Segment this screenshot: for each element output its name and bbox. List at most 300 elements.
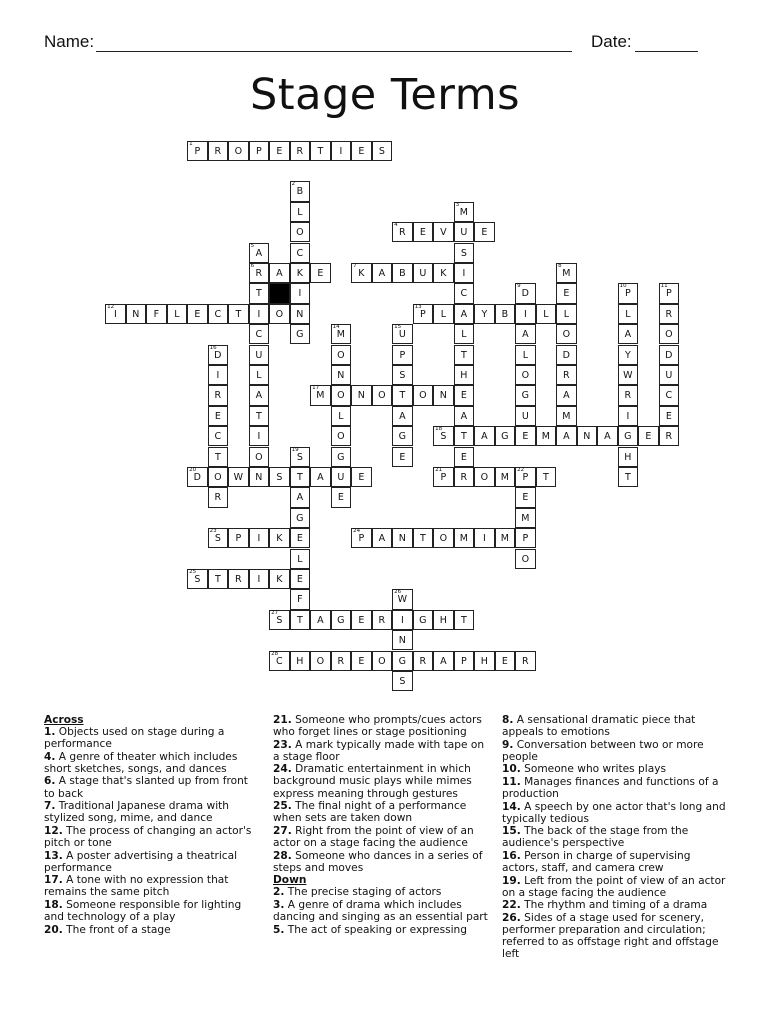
grid-cell[interactable] xyxy=(659,426,680,446)
grid-cell[interactable] xyxy=(618,426,639,446)
grid-cell[interactable] xyxy=(228,569,249,589)
grid-cell[interactable] xyxy=(310,467,331,487)
cell-letter: E xyxy=(399,451,406,463)
grid-cell[interactable] xyxy=(331,141,352,161)
cell-letter: N xyxy=(583,431,591,443)
grid-cell[interactable] xyxy=(249,447,270,467)
grid-cell[interactable] xyxy=(556,365,577,385)
grid-cell[interactable] xyxy=(290,467,311,487)
grid-cell[interactable] xyxy=(556,324,577,344)
clue-number: 20. xyxy=(44,923,63,936)
cell-letter: A xyxy=(563,431,570,443)
grid-cell[interactable] xyxy=(290,487,311,507)
grid-cell[interactable] xyxy=(454,243,475,263)
cell-letter: A xyxy=(378,533,386,545)
cell-number: 4 xyxy=(394,222,398,229)
grid-cell[interactable] xyxy=(290,243,311,263)
grid-cell[interactable] xyxy=(249,385,270,405)
grid-cell[interactable] xyxy=(495,528,516,548)
grid-cell[interactable] xyxy=(515,365,536,385)
cell-letter: E xyxy=(276,145,283,157)
cell-letter: M xyxy=(459,533,468,545)
clue-text: A tone with no expression that remains the same pitch xyxy=(44,874,229,899)
grid-cell[interactable] xyxy=(208,487,229,507)
grid-cell[interactable] xyxy=(269,141,290,161)
grid-cell[interactable] xyxy=(618,345,639,365)
clue-item xyxy=(273,800,489,824)
grid-cell[interactable] xyxy=(536,304,557,324)
grid-cell[interactable] xyxy=(249,528,270,548)
cell-letter: A xyxy=(481,431,488,443)
grid-cell[interactable] xyxy=(228,141,249,161)
cell-letter: O xyxy=(337,390,345,402)
grid-cell[interactable] xyxy=(392,671,413,691)
grid-cell[interactable] xyxy=(228,528,249,548)
grid-cell[interactable] xyxy=(310,610,331,630)
cell-letter: L xyxy=(338,410,344,422)
cell-letter: O xyxy=(296,227,304,239)
grid-cell[interactable] xyxy=(290,181,311,201)
grid-cell[interactable] xyxy=(208,447,229,467)
grid-cell[interactable] xyxy=(515,651,536,671)
cell-letter: L xyxy=(563,308,569,320)
cell-letter: E xyxy=(522,431,529,443)
grid-cell[interactable] xyxy=(618,385,639,405)
grid-cell[interactable] xyxy=(331,324,352,344)
grid-cell[interactable] xyxy=(659,365,680,385)
grid-cell[interactable] xyxy=(474,304,495,324)
grid-cell[interactable] xyxy=(433,426,454,446)
grid-cell[interactable] xyxy=(208,528,229,548)
cell-letter: R xyxy=(399,227,406,239)
grid-cell[interactable] xyxy=(290,610,311,630)
cell-letter: E xyxy=(460,451,467,463)
grid-cell[interactable] xyxy=(454,426,475,446)
grid-cell[interactable] xyxy=(597,426,618,446)
grid-cell[interactable] xyxy=(413,222,434,242)
grid-cell[interactable] xyxy=(515,304,536,324)
grid-cell[interactable] xyxy=(618,406,639,426)
cell-letter: I xyxy=(523,308,527,320)
clue-text: Someone who writes plays xyxy=(524,763,666,776)
grid-cell[interactable] xyxy=(249,569,270,589)
grid-cell[interactable] xyxy=(290,651,311,671)
grid-cell[interactable] xyxy=(454,283,475,303)
grid-cell[interactable] xyxy=(269,263,290,283)
grid-cell[interactable] xyxy=(187,569,208,589)
grid-cell[interactable] xyxy=(331,345,352,365)
grid-cell[interactable] xyxy=(290,283,311,303)
grid-cell[interactable] xyxy=(187,141,208,161)
grid-cell[interactable] xyxy=(454,222,475,242)
cell-letter: R xyxy=(378,614,386,626)
grid-cell[interactable] xyxy=(433,651,454,671)
grid-cell[interactable] xyxy=(556,283,577,303)
grid-cell[interactable] xyxy=(331,610,352,630)
grid-cell[interactable] xyxy=(290,549,311,569)
name-label: Name: xyxy=(44,32,95,51)
grid-cell[interactable] xyxy=(269,569,290,589)
grid-cell[interactable] xyxy=(167,304,188,324)
cell-letter: P xyxy=(194,145,201,157)
grid-cell[interactable] xyxy=(454,345,475,365)
cell-number: 7 xyxy=(353,262,357,269)
grid-cell[interactable] xyxy=(331,365,352,385)
grid-cell[interactable] xyxy=(208,406,229,426)
clue-number: 15. xyxy=(502,825,521,838)
cell-letter: N xyxy=(296,308,304,320)
grid-cell[interactable] xyxy=(290,263,311,283)
grid-cell[interactable] xyxy=(474,467,495,487)
grid-cell[interactable] xyxy=(556,406,577,426)
cell-letter: U xyxy=(255,349,263,361)
grid-cell[interactable] xyxy=(310,141,331,161)
cell-letter: S xyxy=(460,247,467,259)
cell-letter: I xyxy=(257,308,261,320)
page-title: Stage Terms xyxy=(249,70,521,120)
grid-cell[interactable] xyxy=(249,324,270,344)
cell-letter: W xyxy=(233,471,244,483)
grid-cell[interactable] xyxy=(310,385,331,405)
grid-cell[interactable] xyxy=(372,651,393,671)
cell-letter: D xyxy=(214,349,222,361)
grid-cell[interactable] xyxy=(372,610,393,630)
cell-letter: G xyxy=(521,390,530,402)
cell-letter: M xyxy=(500,533,509,545)
grid-cell[interactable] xyxy=(392,365,413,385)
grid-cell[interactable] xyxy=(433,222,454,242)
cell-letter: E xyxy=(665,410,672,422)
grid-cell[interactable] xyxy=(454,610,475,630)
cell-number: 6 xyxy=(250,262,255,269)
grid-cell[interactable] xyxy=(351,528,372,548)
grid-cell[interactable] xyxy=(556,263,577,283)
grid-cell[interactable] xyxy=(331,385,352,405)
grid-cell[interactable] xyxy=(454,365,475,385)
grid-cell[interactable] xyxy=(413,385,434,405)
grid-cell[interactable] xyxy=(372,263,393,283)
grid-cell[interactable] xyxy=(269,528,290,548)
cell-letter: I xyxy=(216,369,220,381)
clue-text: A mark typically made with tape on a stage floor xyxy=(273,738,485,763)
cell-letter: U xyxy=(337,471,345,483)
clue-number: 3. xyxy=(273,898,285,911)
grid-cell[interactable] xyxy=(536,467,557,487)
grid-cell[interactable] xyxy=(208,569,229,589)
grid-cell[interactable] xyxy=(269,304,290,324)
grid-cell[interactable] xyxy=(515,385,536,405)
cell-letter: O xyxy=(521,553,530,565)
grid-cell[interactable] xyxy=(249,243,270,263)
cell-number: 9 xyxy=(517,283,521,290)
cell-letter: I xyxy=(400,614,404,626)
grid-cell[interactable] xyxy=(474,426,495,446)
grid-cell[interactable] xyxy=(392,324,413,344)
grid-cell[interactable] xyxy=(228,304,249,324)
cell-letter: M xyxy=(316,390,325,402)
grid-cell[interactable] xyxy=(433,528,454,548)
grid-cell[interactable] xyxy=(187,304,208,324)
grid-cell[interactable] xyxy=(536,426,557,446)
grid-cell[interactable] xyxy=(208,141,229,161)
grid-cell[interactable] xyxy=(659,385,680,405)
cell-letter: I xyxy=(257,533,261,545)
grid-cell[interactable] xyxy=(515,345,536,365)
grid-cell[interactable] xyxy=(392,651,413,671)
grid-cell[interactable] xyxy=(310,263,331,283)
grid-cell[interactable] xyxy=(331,467,352,487)
cell-letter: H xyxy=(296,655,304,667)
grid-cell[interactable] xyxy=(474,651,495,671)
grid-cell[interactable] xyxy=(290,141,311,161)
grid-cell[interactable] xyxy=(290,222,311,242)
grid-cell[interactable] xyxy=(515,426,536,446)
grid-cell[interactable] xyxy=(659,345,680,365)
grid-cell[interactable] xyxy=(208,426,229,446)
grid-cell[interactable] xyxy=(392,222,413,242)
grid-cell[interactable] xyxy=(372,141,393,161)
grid-cell[interactable] xyxy=(146,304,167,324)
grid-cell[interactable] xyxy=(392,345,413,365)
cell-letter: M xyxy=(459,206,468,218)
grid-cell[interactable] xyxy=(249,365,270,385)
grid-cell[interactable] xyxy=(208,467,229,487)
grid-cell[interactable] xyxy=(474,528,495,548)
clue-item xyxy=(502,763,726,775)
cell-letter: L xyxy=(522,349,528,361)
cell-letter: L xyxy=(174,308,180,320)
grid-cell[interactable] xyxy=(413,610,434,630)
cell-letter: R xyxy=(214,390,222,402)
grid-cell[interactable] xyxy=(351,263,372,283)
clue-number: 16. xyxy=(502,850,521,863)
cell-letter: O xyxy=(234,145,243,157)
grid-cell[interactable] xyxy=(392,630,413,650)
grid-cell[interactable] xyxy=(351,610,372,630)
grid-cell[interactable] xyxy=(290,589,311,609)
grid-cell[interactable] xyxy=(392,385,413,405)
grid-cell[interactable] xyxy=(618,447,639,467)
grid-cell[interactable] xyxy=(454,406,475,426)
grid-cell[interactable] xyxy=(515,324,536,344)
cell-letter: H xyxy=(480,655,488,667)
grid-cell[interactable] xyxy=(208,365,229,385)
grid-cell[interactable] xyxy=(413,304,434,324)
date-label: Date: xyxy=(591,32,632,51)
cell-letter: L xyxy=(297,206,303,218)
clue-text: The process of changing an actor's pitch or tone xyxy=(44,824,252,849)
grid-cell[interactable] xyxy=(331,487,352,507)
grid-cell[interactable] xyxy=(392,263,413,283)
grid-cell[interactable] xyxy=(556,385,577,405)
grid-cell[interactable] xyxy=(495,304,516,324)
grid-cell[interactable] xyxy=(433,467,454,487)
grid-cell[interactable] xyxy=(269,467,290,487)
grid-cell[interactable] xyxy=(331,651,352,671)
grid-cell[interactable] xyxy=(392,406,413,426)
grid-cell[interactable] xyxy=(208,385,229,405)
cell-letter: U xyxy=(665,369,673,381)
cell-letter: H xyxy=(624,451,632,463)
clue-item xyxy=(502,875,726,899)
grid-cell[interactable] xyxy=(659,283,680,303)
cell-letter: M xyxy=(562,410,571,422)
clue-text: Traditional Japanese drama with stylized song, mime, and dance xyxy=(44,800,229,825)
grid-cell[interactable] xyxy=(454,304,475,324)
grid-cell[interactable] xyxy=(618,365,639,385)
grid-cell[interactable] xyxy=(392,447,413,467)
grid-cell[interactable] xyxy=(454,324,475,344)
cell-number: 5 xyxy=(250,242,255,249)
grid-cell[interactable] xyxy=(269,651,290,671)
grid-cell[interactable] xyxy=(515,467,536,487)
grid-cell[interactable] xyxy=(454,202,475,222)
cell-letter: M xyxy=(541,431,550,443)
clue-number: 8. xyxy=(502,714,514,726)
grid-cell[interactable] xyxy=(515,508,536,528)
grid-cell[interactable] xyxy=(659,406,680,426)
clue-number: 26. xyxy=(502,912,521,924)
grid-cell[interactable] xyxy=(331,447,352,467)
cell-letter: E xyxy=(317,267,324,279)
grid-cell[interactable] xyxy=(249,426,270,446)
grid-cell[interactable] xyxy=(515,528,536,548)
cell-letter: T xyxy=(460,349,467,361)
cell-letter: U xyxy=(521,410,529,422)
cell-letter: T xyxy=(542,471,549,483)
cell-letter: M xyxy=(500,471,509,483)
cell-letter: A xyxy=(460,410,468,422)
clue-item xyxy=(273,825,489,849)
grid-cell[interactable] xyxy=(495,467,516,487)
grid-cell[interactable] xyxy=(351,467,372,487)
grid-cell[interactable] xyxy=(249,467,270,487)
grid-cell[interactable] xyxy=(228,467,249,487)
grid-cell[interactable] xyxy=(413,651,434,671)
grid-cell[interactable] xyxy=(515,549,536,569)
grid-cell[interactable] xyxy=(290,202,311,222)
cell-letter: G xyxy=(398,431,407,443)
grid-cell[interactable] xyxy=(372,528,393,548)
grid-cell[interactable] xyxy=(208,345,229,365)
grid-cell[interactable] xyxy=(290,324,311,344)
grid-cell[interactable] xyxy=(187,467,208,487)
cell-letter: E xyxy=(358,471,365,483)
clue-section-heading: Down xyxy=(273,874,307,887)
cell-letter: A xyxy=(399,410,406,422)
grid-cell[interactable] xyxy=(249,345,270,365)
grid-cell[interactable] xyxy=(249,406,270,426)
grid-cell[interactable] xyxy=(331,426,352,446)
grid-cell[interactable] xyxy=(208,304,229,324)
grid-cell[interactable] xyxy=(577,426,598,446)
grid-cell[interactable] xyxy=(515,283,536,303)
grid-cell[interactable] xyxy=(249,283,270,303)
grid-cell[interactable] xyxy=(454,528,475,548)
cell-letter: N xyxy=(132,308,140,320)
grid-cell[interactable] xyxy=(515,487,536,507)
clue-text: Someone who dances in a series of steps and moves xyxy=(273,849,483,874)
grid-cell[interactable] xyxy=(515,406,536,426)
grid-cell[interactable] xyxy=(249,141,270,161)
grid-cell[interactable] xyxy=(474,222,495,242)
grid-cell[interactable] xyxy=(433,263,454,283)
cell-letter: G xyxy=(337,451,345,463)
cell-letter: H xyxy=(439,614,447,626)
grid-cell[interactable] xyxy=(433,304,454,324)
grid-cell[interactable] xyxy=(310,651,331,671)
grid-cell[interactable] xyxy=(105,304,126,324)
grid-cell[interactable] xyxy=(249,263,270,283)
grid-cell[interactable] xyxy=(413,528,434,548)
grid-cell[interactable] xyxy=(372,385,393,405)
grid-cell[interactable] xyxy=(454,447,475,467)
grid-cell[interactable] xyxy=(433,385,454,405)
cell-number: 27 xyxy=(271,609,279,616)
grid-black-cell xyxy=(269,283,290,303)
cell-letter: L xyxy=(297,553,303,565)
grid-cell[interactable] xyxy=(392,610,413,630)
cell-letter: C xyxy=(214,308,222,320)
grid-cell[interactable] xyxy=(249,304,270,324)
grid-cell[interactable] xyxy=(618,304,639,324)
clue-item xyxy=(44,726,260,750)
cell-letter: O xyxy=(214,471,222,483)
grid-cell[interactable] xyxy=(454,263,475,283)
cell-letter: R xyxy=(563,369,570,381)
grid-cell[interactable] xyxy=(351,385,372,405)
grid-cell[interactable] xyxy=(290,447,311,467)
grid-cell[interactable] xyxy=(556,345,577,365)
grid-cell[interactable] xyxy=(290,569,311,589)
grid-cell[interactable] xyxy=(351,141,372,161)
grid-cell[interactable] xyxy=(290,528,311,548)
cell-letter: I xyxy=(462,267,466,279)
grid-cell[interactable] xyxy=(454,467,475,487)
grid-cell[interactable] xyxy=(454,651,475,671)
cell-letter: T xyxy=(419,533,426,545)
grid-cell[interactable] xyxy=(495,426,516,446)
grid-cell[interactable] xyxy=(351,651,372,671)
cell-letter: O xyxy=(337,349,345,361)
grid-cell[interactable] xyxy=(618,324,639,344)
grid-cell[interactable] xyxy=(126,304,147,324)
grid-cell[interactable] xyxy=(659,324,680,344)
grid-cell[interactable] xyxy=(392,426,413,446)
cell-letter: O xyxy=(521,369,530,381)
cell-letter: O xyxy=(255,451,263,463)
clue-item xyxy=(44,775,260,799)
grid-cell[interactable] xyxy=(454,385,475,405)
grid-cell[interactable] xyxy=(659,304,680,324)
grid-cell[interactable] xyxy=(495,651,516,671)
grid-cell[interactable] xyxy=(392,528,413,548)
grid-cell[interactable] xyxy=(433,610,454,630)
grid-cell[interactable] xyxy=(331,406,352,426)
grid-cell[interactable] xyxy=(413,263,434,283)
grid-cell[interactable] xyxy=(556,304,577,324)
grid-cell[interactable] xyxy=(556,426,577,446)
grid-cell[interactable] xyxy=(638,426,659,446)
grid-cell[interactable] xyxy=(392,589,413,609)
grid-cell[interactable] xyxy=(618,283,639,303)
grid-cell[interactable] xyxy=(290,508,311,528)
grid-cell[interactable] xyxy=(618,467,639,487)
grid-cell[interactable] xyxy=(269,610,290,630)
clue-item xyxy=(502,899,726,911)
grid-cell[interactable] xyxy=(290,304,311,324)
clue-text: The front of a stage xyxy=(66,923,171,936)
